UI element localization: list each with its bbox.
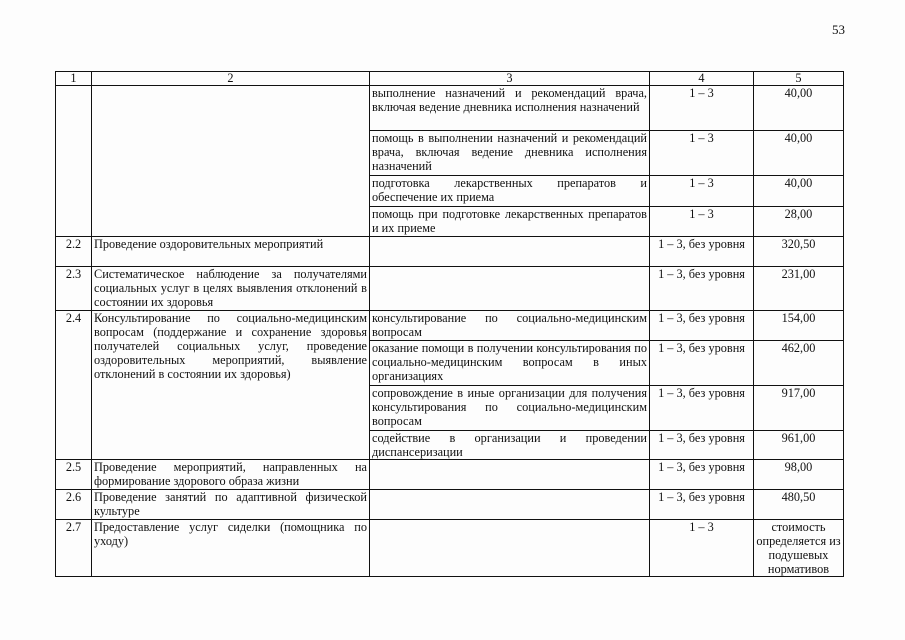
service-name: Консультирование по социально-медицинским вопросам (поддержание и сохранение здоровья получателей социальных услуг, проведение оздоровительных мероприятий, выявление отклонений в состоянии их здоровья) [92,311,370,460]
sub-service: содействие в организации и проведении диспансеризации [370,431,650,460]
row-number [56,86,92,237]
page-number: 53 [832,22,845,37]
service-cost: 154,00 [754,311,844,341]
row-number: 2.5 [56,460,92,490]
row-number: 2.7 [56,520,92,577]
service-level: 1 – 3, без уровня [650,386,754,431]
service-name: Проведение занятий по адаптивной физической культуре [92,490,370,520]
table-row [56,311,844,341]
header-col-3: 3 [370,72,650,86]
row-number: 2.3 [56,267,92,311]
sub-service [370,520,650,577]
service-level: 1 – 3, без уровня [650,237,754,267]
header-col-1: 1 [56,72,92,86]
table-row [56,520,844,577]
service-level: 1 – 3, без уровня [650,341,754,386]
sub-service [370,267,650,311]
sub-service: помощь в выполнении назначений и рекомендаций врача, включая ведение дневника исполнения назначений [370,131,650,176]
service-cost: 98,00 [754,460,844,490]
header-row [56,72,844,86]
service-name: Систематическое наблюдение за получателями социальных услуг в целях выявления отклонений в состоянии их здоровья [92,267,370,311]
table-row [56,267,844,311]
sub-service: выполнение назначений и рекомендаций врача, включая ведение дневника исполнения назначений [370,86,650,131]
service-cost: 40,00 [754,86,844,131]
service-level: 1 – 3 [650,176,754,207]
table-row [56,86,844,131]
service-level: 1 – 3 [650,207,754,237]
sub-service: помощь при подготовке лекарственных препаратов и их приеме [370,207,650,237]
service-cost: 961,00 [754,431,844,460]
service-cost: 480,50 [754,490,844,520]
sub-service: подготовка лекарственных препаратов и обеспечение их приема [370,176,650,207]
service-name [92,86,370,237]
service-level: 1 – 3 [650,86,754,131]
service-level: 1 – 3, без уровня [650,460,754,490]
service-level: 1 – 3, без уровня [650,311,754,341]
service-cost: 40,00 [754,131,844,176]
services-table [55,71,844,577]
header-col-2: 2 [92,72,370,86]
header-col-5: 5 [754,72,844,86]
row-number: 2.6 [56,490,92,520]
service-name: Проведение мероприятий, направленных на формирование здорового образа жизни [92,460,370,490]
service-level: 1 – 3, без уровня [650,267,754,311]
service-cost: 28,00 [754,207,844,237]
sub-service [370,237,650,267]
sub-service: сопровождение в иные организации для получения консультирования по социально-медицинским вопросам [370,386,650,431]
sub-service [370,460,650,490]
service-name: Проведение оздоровительных мероприятий [92,237,370,267]
service-cost: 231,00 [754,267,844,311]
row-number: 2.4 [56,311,92,460]
service-cost: 320,50 [754,237,844,267]
service-level: 1 – 3 [650,131,754,176]
row-number: 2.2 [56,237,92,267]
service-level: 1 – 3, без уровня [650,431,754,460]
service-level: 1 – 3 [650,520,754,577]
service-cost: 40,00 [754,176,844,207]
table-row [56,490,844,520]
table-row [56,460,844,490]
service-cost: стоимость определяется из подушевых нормативов [754,520,844,577]
header-col-4: 4 [650,72,754,86]
table-row [56,237,844,267]
sub-service: консультирование по социально-медицинским вопросам [370,311,650,341]
sub-service [370,490,650,520]
service-level: 1 – 3, без уровня [650,490,754,520]
service-cost: 462,00 [754,341,844,386]
service-name: Предоставление услуг сиделки (помощника по уходу) [92,520,370,577]
service-cost: 917,00 [754,386,844,431]
sub-service: оказание помощи в получении консультирования по социально-медицинским вопросам в иных организациях [370,341,650,386]
